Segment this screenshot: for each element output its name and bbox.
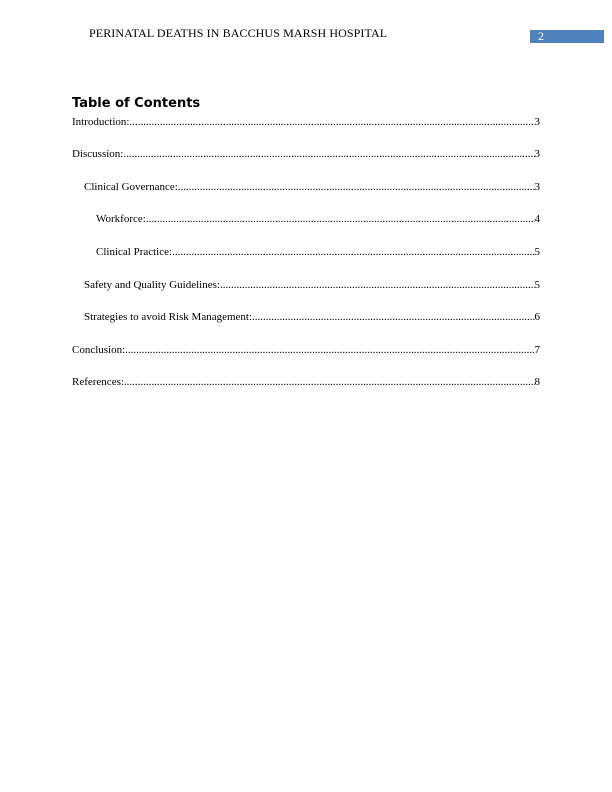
toc-entry-references[interactable]: [72, 376, 540, 389]
toc-entry-clinical-practice[interactable]: [96, 246, 540, 259]
toc-dot-leader: [123, 148, 534, 161]
toc-heading: Table of Contents: [72, 96, 201, 111]
toc-entry-conclusion[interactable]: [72, 344, 540, 357]
toc-entry-label: Strategies to avoid Risk Management:: [84, 311, 253, 323]
toc-entry-label: Conclusion:: [72, 344, 126, 356]
toc-entry-label: Clinical Governance:: [84, 181, 178, 193]
toc-dot-leader: [146, 213, 535, 226]
toc-entry-label: Introduction:: [72, 116, 130, 128]
toc-entry-page: 5: [534, 279, 540, 291]
toc-entry-label: References:: [72, 376, 124, 388]
running-header: PERINATAL DEATHS IN BACCHUS MARSH HOSPITAL: [89, 26, 388, 40]
toc-entry-page: 5: [534, 246, 540, 258]
toc-entry-workforce[interactable]: [96, 213, 540, 226]
toc-dot-leader: [172, 246, 534, 259]
toc-dot-leader: [178, 181, 535, 194]
toc-entry-label: Safety and Quality Guidelines:: [84, 279, 220, 291]
toc-dot-leader: [124, 376, 535, 389]
toc-entry-safety-quality-guidelines[interactable]: [84, 279, 540, 292]
toc-entry-page: 3: [534, 181, 540, 193]
toc-entry-label: Clinical Practice:: [96, 246, 173, 258]
toc-entry-introduction[interactable]: [72, 116, 540, 129]
toc-entry-risk-management-strategies[interactable]: [84, 311, 540, 324]
toc-entry-page: 4: [534, 213, 540, 225]
toc-entry-page: 6: [534, 311, 540, 323]
toc-dot-leader: [252, 311, 534, 324]
page-number-badge: [530, 30, 604, 43]
toc-dot-leader: [129, 116, 534, 129]
toc-entry-page: 7: [534, 344, 540, 356]
toc-entry-label: Discussion:: [72, 148, 124, 160]
toc-entry-page: 8: [534, 376, 540, 388]
toc-entry-page: 3: [534, 148, 540, 160]
page-number: 2: [538, 29, 544, 43]
toc-entry-label: Workforce:: [96, 213, 146, 225]
toc-entry-page: 3: [534, 116, 540, 128]
toc-entry-clinical-governance[interactable]: [84, 181, 540, 194]
toc-entry-discussion[interactable]: [72, 148, 540, 161]
toc-dot-leader: [220, 279, 535, 292]
toc-dot-leader: [125, 344, 534, 357]
